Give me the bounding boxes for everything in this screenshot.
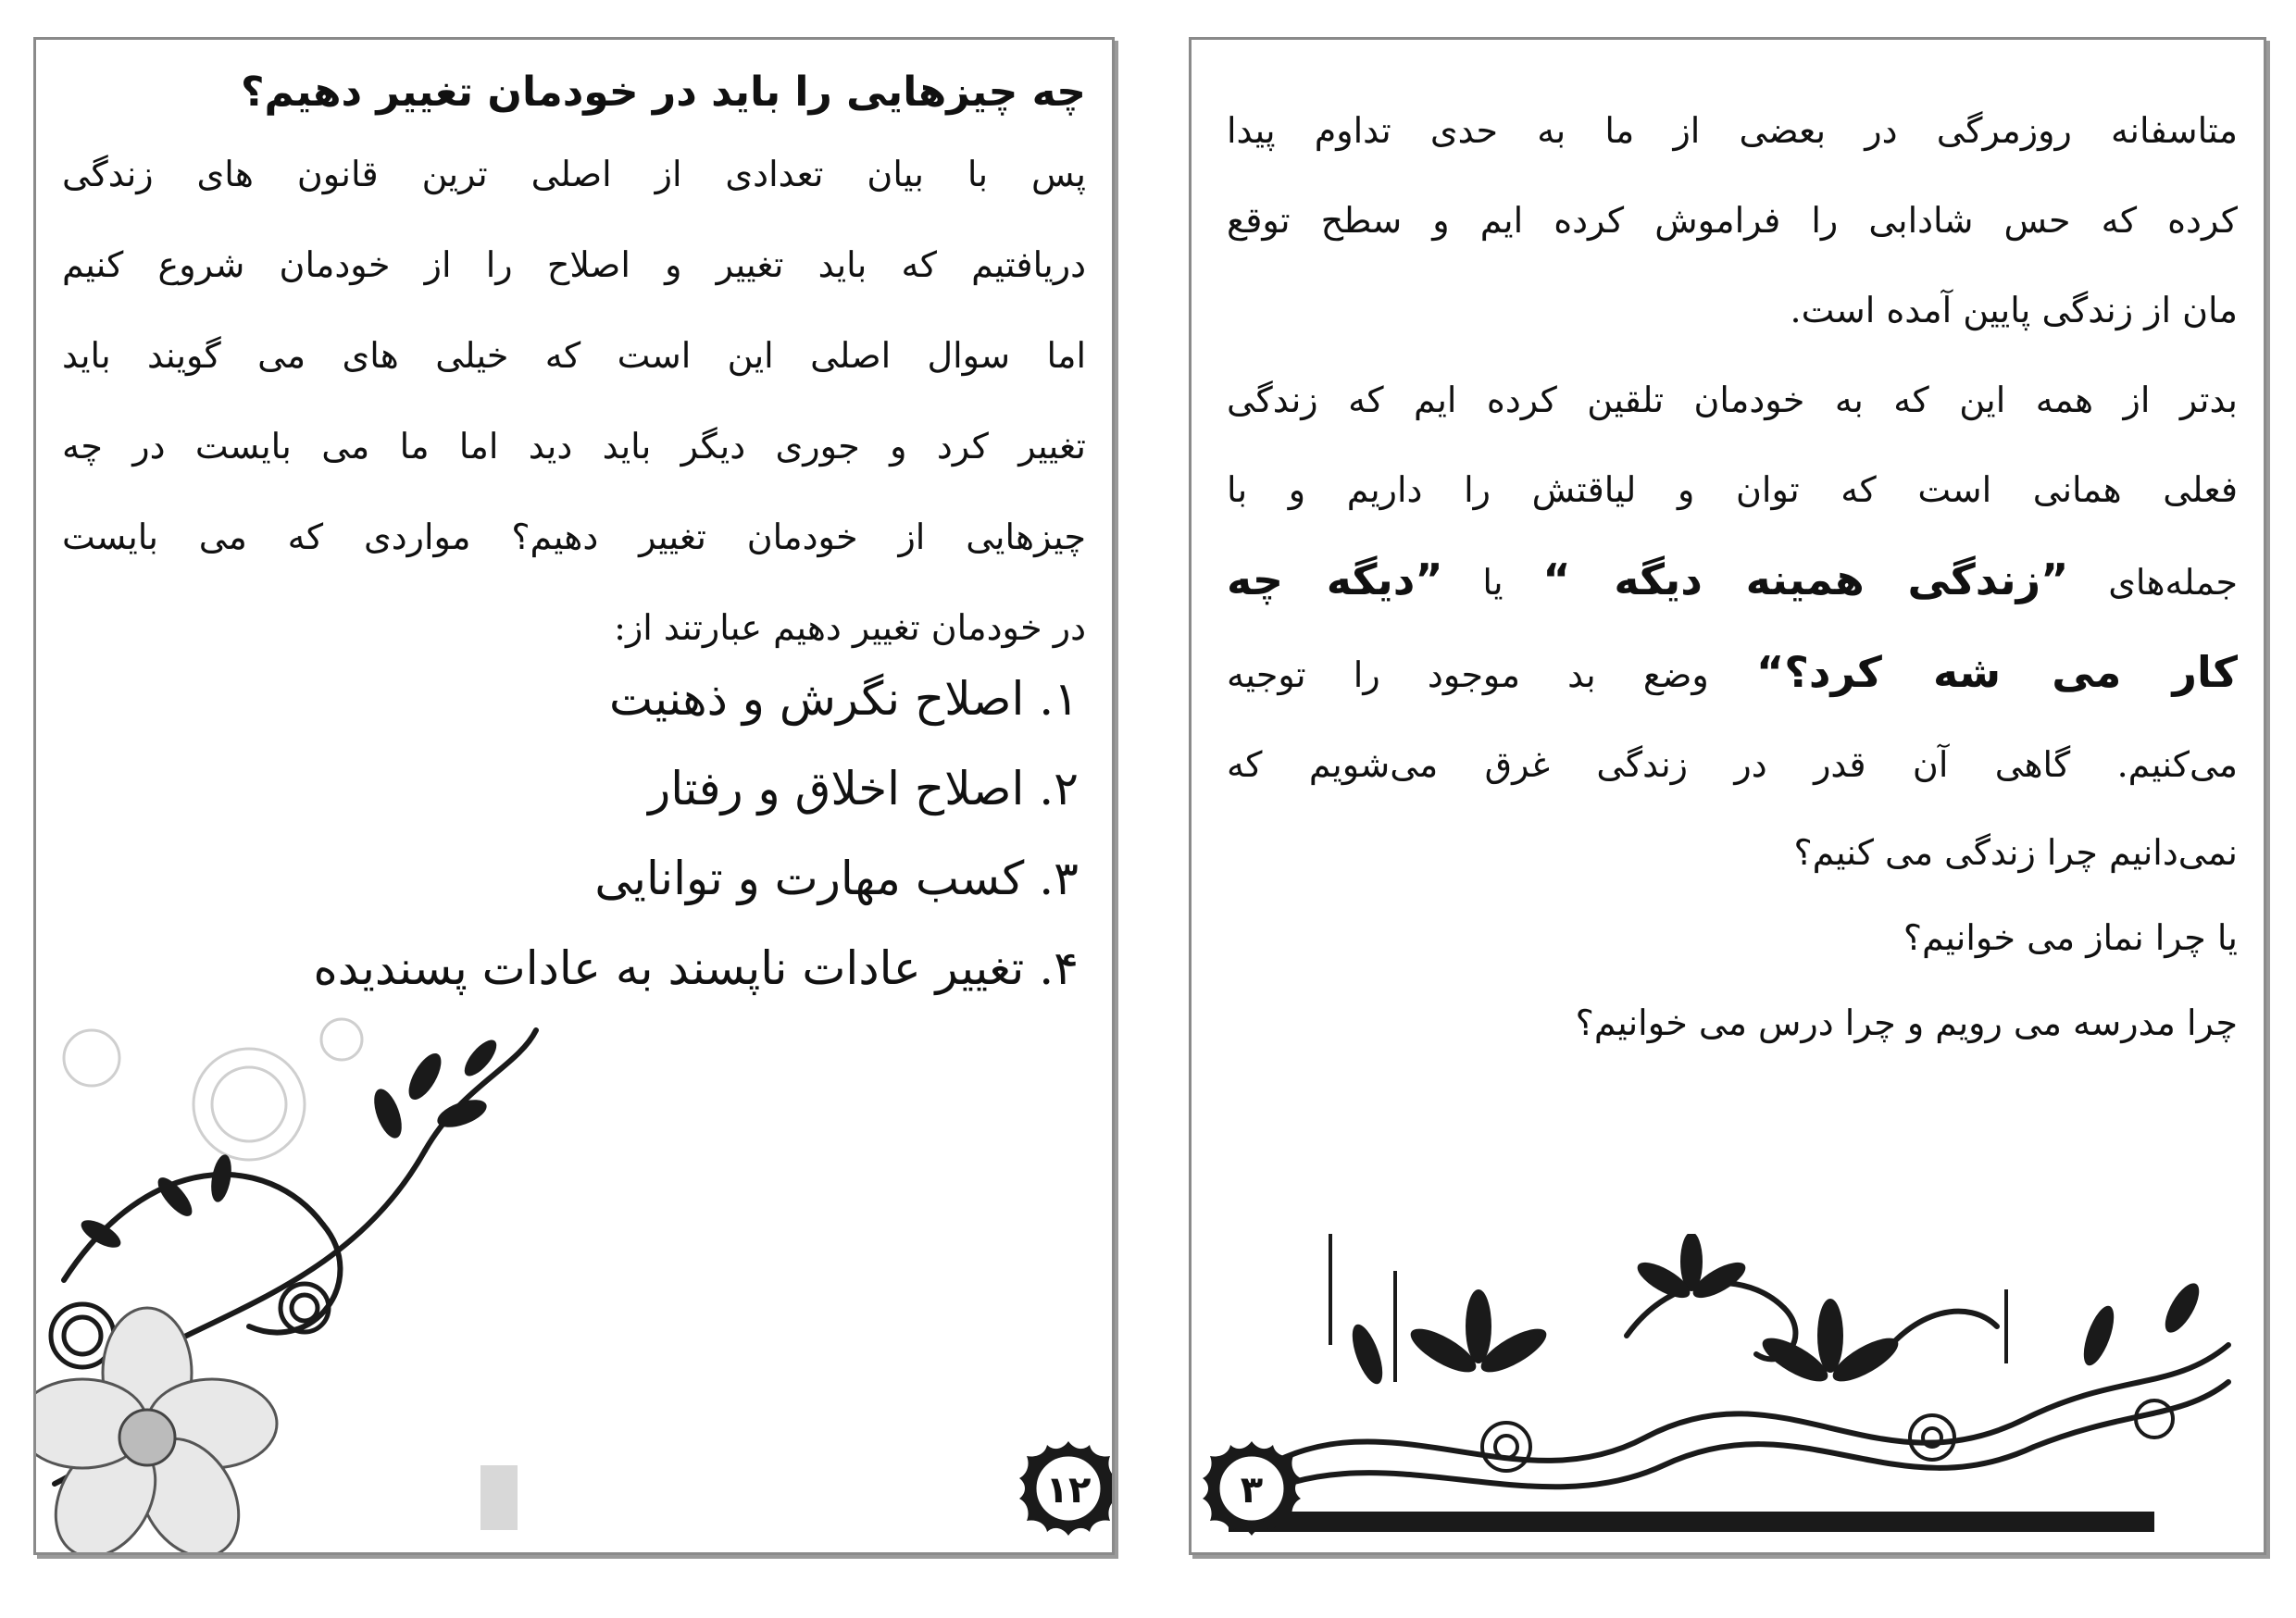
paragraph-line: تغییر کرد و جوری دیگر باید دید اما ما می بایست در چه [62,426,1086,467]
left-page [33,37,1115,1555]
page-number: ۳ [1240,1469,1264,1512]
quote-text: ”زندگی همینه دیگه “ [1542,554,2069,604]
list-item: ۲. اصلاح اخلاق و رفتار [648,762,1079,815]
question-line: یا چرا نماز می خوانیم؟ [1903,917,2238,958]
list-item: ۱. اصلاح نگرش و ذهنیت [609,672,1079,726]
right-page [1189,37,2266,1555]
conjunction: یا [1482,562,1504,603]
change-list [62,654,1086,1014]
ornamental-frame-icon [1201,1438,1303,1539]
floral-ornament-left [36,1002,555,1555]
paragraph-line: می‌کنیم. گاهی آن قدر در زندگی غرق می‌شویم که [1227,744,2238,785]
quote-line [1227,628,2238,720]
list-item: ۴. تغییر عادات ناپسند به عادات پسندیده [313,941,1079,995]
paragraph-line: فعلی همانی است که توان و لیاقتش را داریم و با [1227,469,2238,510]
quote-text: کار می شه کرد؟“ [1755,647,2238,697]
quote-text: ”دیگه چه [1227,554,1443,604]
quote-line [1227,535,2238,628]
ornamental-frame-icon [1017,1438,1115,1539]
intro-paragraph [62,129,1086,673]
list-item: ۳. کسب مهارت و توانایی [594,852,1079,905]
page-heading: چه چیزهایی را باید در خودمان تغییر دهیم؟ [241,68,1086,116]
paragraph-line: کرده که حس شادابی را فراموش کرده ایم و سطح توقع [1227,200,2238,241]
floral-ornament-bottom [1229,1234,2238,1539]
paragraph-line: چیزهایی از خودمان تغییر دهیم؟ مواردی که می بایست [62,517,1086,557]
page-number: ۱۲ [1045,1469,1092,1512]
page-number-badge [1017,1438,1115,1539]
paragraph-line: دریافتیم که باید تغییر و اصلاح را از خودمان شروع کنیم [62,244,1086,285]
right-page-text [1227,86,2238,1065]
paragraph-line: متاسفانه روزمرگی در بعضی از ما به حدی تداوم پیدا [1227,110,2238,151]
paragraph-line: اما سوال اصلی این است که خیلی های می گویند باید [62,335,1086,376]
paragraph-line: نمی‌دانیم چرا زندگی می کنیم؟ [1793,832,2238,873]
sentence-prefix: جمله‌های [2108,562,2238,603]
paragraph-line: پس با بیان تعدادی از اصلی ترین قانون های زندگی [62,154,1086,194]
page-number-badge [1201,1438,1303,1539]
paragraph-line: مان از زندگی پایین آمده است. [1790,290,2238,330]
question-line: چرا مدرسه می رویم و چرا درس می خوانیم؟ [1575,1002,2238,1043]
left-page-text [62,56,1086,1014]
paragraph-line: بدتر از همه این که به خودمان تلقین کرده ایم که زندگی [1227,380,2239,420]
sentence-suffix: وضع بد موجود را توجیه [1227,654,1709,695]
paragraph-line: در خودمان تغییر دهیم عبارتند از: [614,607,1086,648]
